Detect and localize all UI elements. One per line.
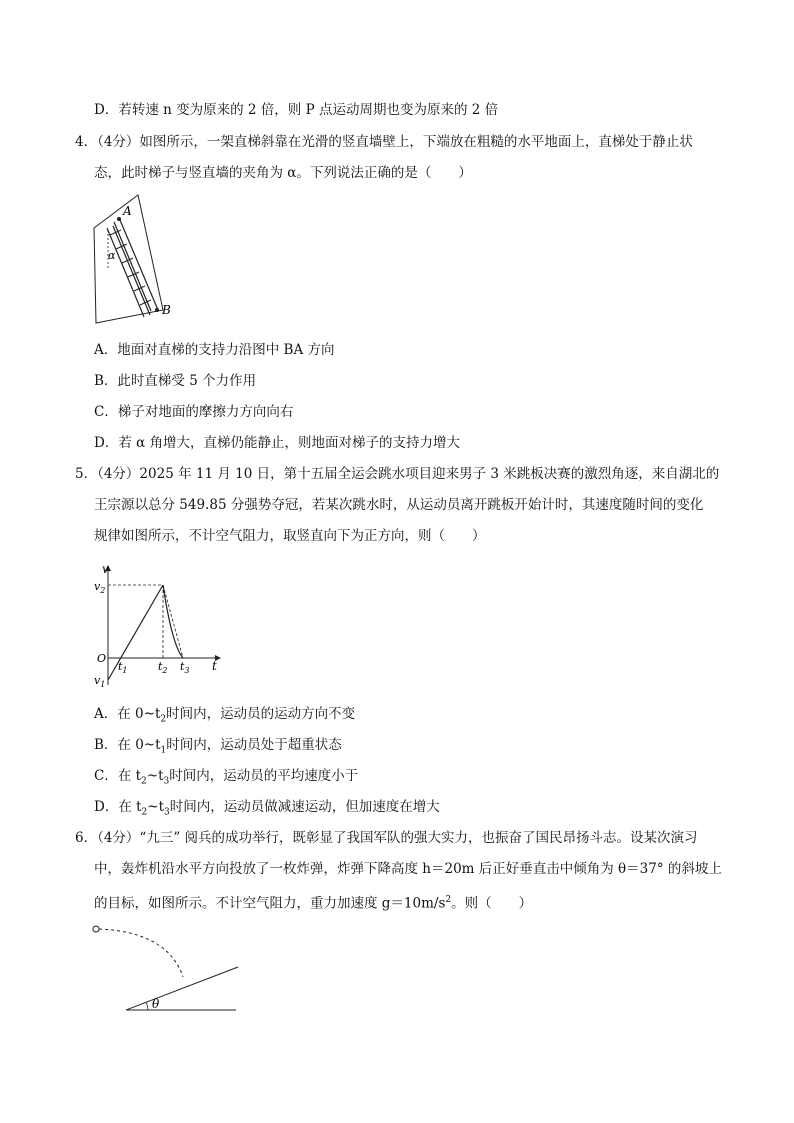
q4-stem-line2: 态，此时梯子与竖直墙的夹角为 α。下列说法正确的是（ ） — [94, 165, 472, 181]
axis-v-label: v — [102, 562, 109, 576]
t2-label: t — [158, 660, 163, 673]
q4-option-b: B．此时直梯受 5 个力作用 — [94, 373, 257, 389]
q6-stem-line3: 的目标，如图所示。不计空气阻力，重力加速度 $g=10m/s^2$。则（ ） — [94, 895, 533, 912]
axis-t-label: t — [212, 659, 217, 673]
q4-stem-line1: 4．（4分）如图所示，一架直梯斜靠在光滑的竖直墙壁上，下端放在粗糙的水平地面上，直梯处于静止状 — [75, 134, 693, 150]
theta-label: θ — [152, 997, 160, 1011]
svg-text:t1 — [118, 660, 128, 675]
v2-label: v — [94, 580, 101, 593]
label-a: A — [123, 204, 132, 218]
q4-option-d: D．若 α 角增大，直梯仍能静止，则地面对梯子的支持力增大 — [94, 435, 461, 451]
q4-ladder-figure — [88, 190, 198, 325]
q5-stem-line2: 王宗源以总分 549.85 分强势夺冠，若某次跳水时，从运动员离开跳板开始计时，其速度随时间的变化 — [94, 497, 704, 513]
svg-text:t3 — [180, 660, 190, 675]
svg-text:v1 — [94, 674, 105, 689]
t1-label: t — [118, 660, 123, 673]
label-b: B — [162, 303, 171, 317]
q5-option-b: B．在 $0\sim t_1$时间内，运动员处于超重状态 — [94, 737, 342, 756]
v2-sub: 2 — [100, 586, 106, 595]
q5-option-d: D．在 $t_2\sim t_3$时间内，运动员做减速运动，但加速度在增大 — [94, 799, 440, 818]
q6-stem-line1: 6．（4分）“九三” 阅兵的成功举行，既彰显了我国军队的强大实力，也振奋了国民昂扬斗志。设某次演习 — [75, 830, 698, 846]
label-alpha: α — [108, 249, 116, 262]
origin-label: O — [97, 652, 107, 665]
q5-option-a: A．在 $0\sim t_2$时间内，运动员的运动方向不变 — [94, 706, 356, 725]
q4-option-c: C．梯子对地面的摩擦力方向向右 — [94, 404, 294, 420]
q4-option-a: A．地面对直梯的支持力沿图中 BA 方向 — [94, 342, 335, 358]
t3-label: t — [180, 660, 185, 673]
q5-option-c: C．在 $t_2\sim t_3$时间内，运动员的平均速度小于 — [94, 768, 359, 787]
svg-text:t2 — [158, 660, 168, 675]
v1-sub: 1 — [100, 680, 106, 689]
q6-stem-line2: 中，轰炸机沿水平方向投放了一枚炸弹，炸弹下降高度 h＝20m 后正好垂直击中倾角为 θ＝37° 的斜坡上 — [94, 861, 722, 877]
q5-vt-graph — [88, 560, 228, 690]
t3-sub: 3 — [184, 666, 190, 675]
q6-slope-figure — [88, 922, 248, 1017]
v1-label: v — [94, 674, 101, 687]
q5-stem-line1: 5．（4分）2025 年 11 月 10 日，第十五届全运会跳水项目迎来男子 3 米跳板决赛的激烈角逐，来自湖北的 — [75, 466, 720, 482]
svg-text:v2 — [94, 580, 105, 595]
q5-stem-line3: 规律如图所示，不计空气阻力，取竖直向下为正方向，则（ ） — [94, 528, 486, 544]
t1-sub: 1 — [122, 666, 128, 675]
q3-option-d: D．若转速 n 变为原来的 2 倍，则 P 点运动周期也变为原来的 2 倍 — [94, 102, 499, 118]
t2-sub: 2 — [162, 666, 168, 675]
